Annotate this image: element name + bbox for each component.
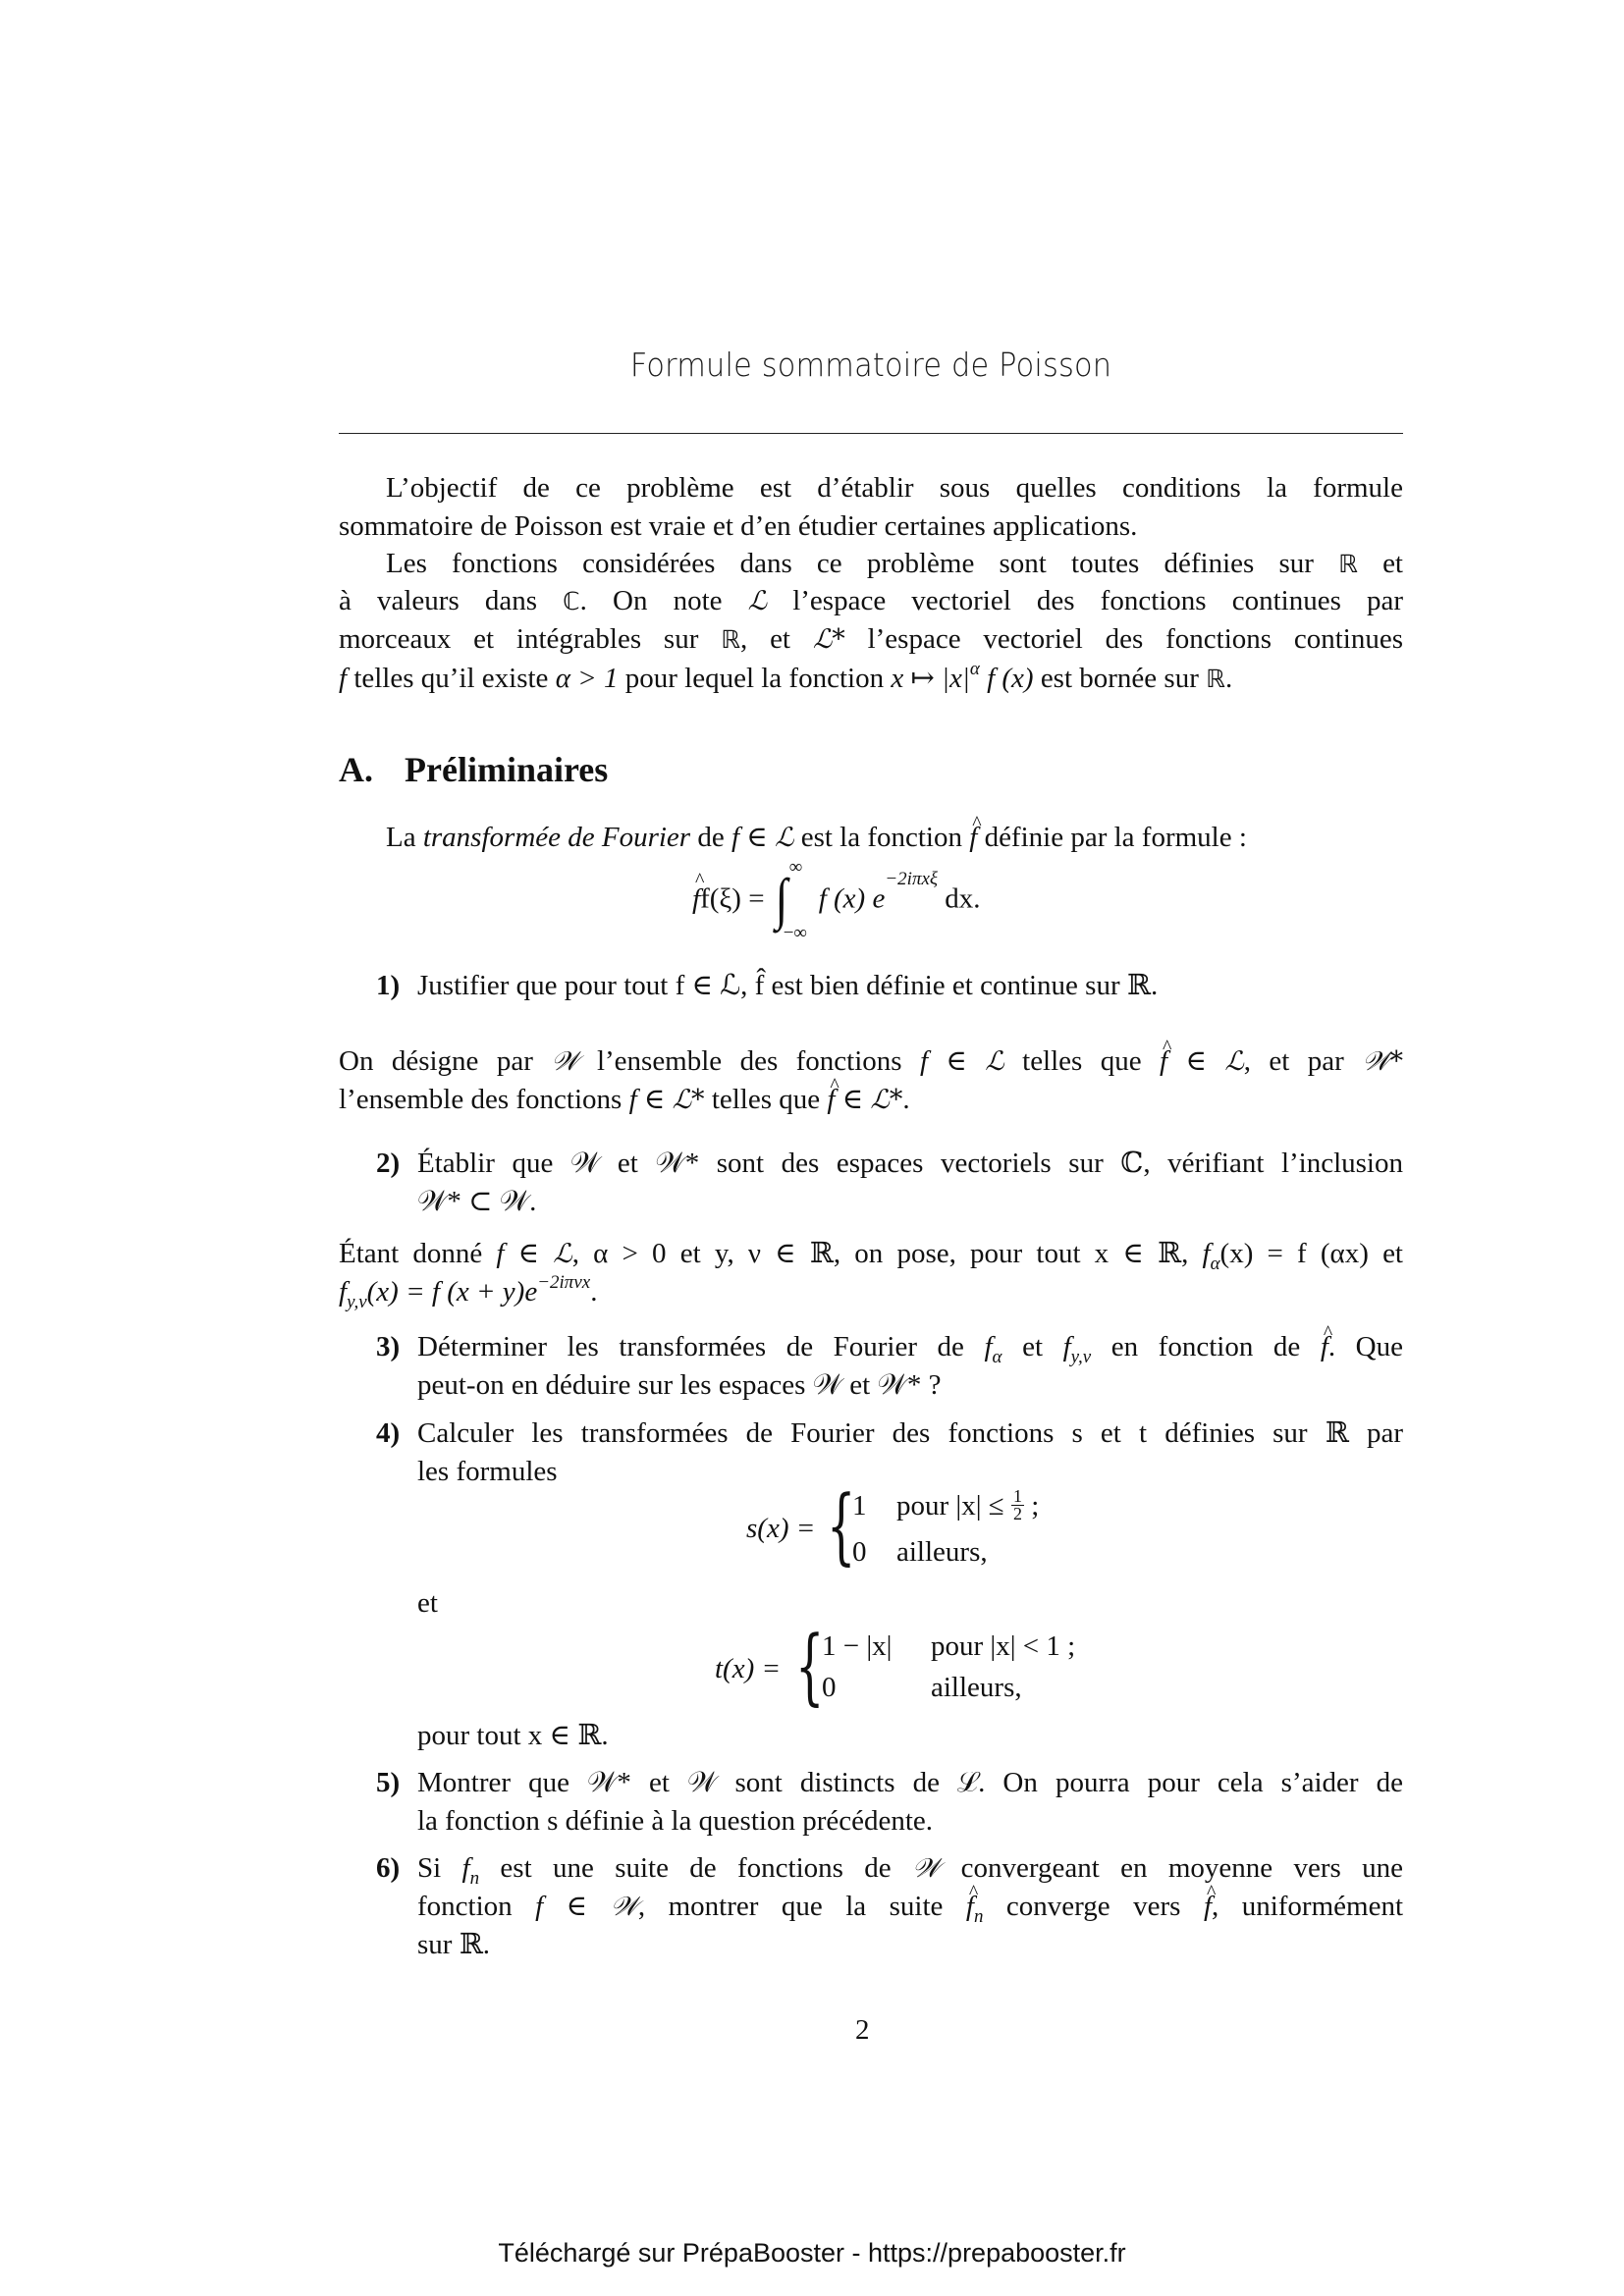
intro-line: L’objectif de ce problème est d’établir sous quelles conditions la formule: [386, 472, 1403, 504]
intro-line: sommatoire de Poisson est vraie et d’en étudier certaines applications.: [339, 510, 1138, 542]
question-line: fonction f ∈ 𝒲, montrer que la suite ^ $f_n$ converge vers ^ f, uniformément: [417, 1888, 1403, 1929]
body-line: l’ensemble des fonctions f ∈ ℒ* telles que ^ f ∈ ℒ*.: [339, 1081, 1403, 1119]
question-label: 6): [376, 1852, 401, 1884]
t-formula-row2-condition: ailleurs,: [931, 1672, 1022, 1703]
body-line: Étant donné f ∈ ℒ, α > 0 et y, ν ∈ ℝ, on pose, pour tout x ∈ ℝ, $f_\alpha(x) = f$ (αx) et: [339, 1238, 1403, 1274]
t-formula-row1-value: 1 − |x|: [822, 1630, 893, 1662]
question-label: 3): [376, 1331, 401, 1362]
title-rule: [339, 433, 1403, 434]
s-formula-row2-condition: ailleurs,: [896, 1536, 988, 1568]
question-line: Justifier que pour tout f ∈ ℒ, f̂ est bien définie et continue sur ℝ.: [417, 970, 1159, 1001]
question-line: peut-on en déduire sur les espaces 𝒲 et 𝒲* ?: [417, 1369, 942, 1401]
t-formula-row2-value: 0: [822, 1672, 837, 1703]
s-formula-lhs: s(x) =: [746, 1513, 816, 1544]
t-formula-row1-condition: pour |x| < 1 ;: [931, 1630, 1076, 1662]
intro-line: f telles qu’il existe α > 1 pour lequel la fonction x ↦ $|x|^\alpha$ f (x) est bornée sur ℝ.: [339, 659, 1233, 694]
definition-line: La transformée de Fourier de f ∈ ℒ est la fonction ^ f définie par la formule :: [339, 819, 1403, 857]
s-formula-row1-value: 1: [852, 1490, 867, 1522]
body-line: pour tout x ∈ ℝ.: [417, 1720, 609, 1751]
question-label: 2): [376, 1148, 401, 1179]
question-line: la fonction s définie à la question précédente.: [417, 1805, 934, 1837]
section-heading: A. Préliminaires: [339, 750, 609, 789]
s-formula-row1-condition: pour |x| ≤ $\frac{1}{2}$ ;: [896, 1485, 1040, 1523]
question-line: Calculer les transformées de Fourier des fonctions s et t définies sur ℝ par: [417, 1417, 1403, 1449]
question-line: Établir que 𝒲 et 𝒲* sont des espaces vectoriels sur ℂ, vérifiant l’inclusion: [417, 1148, 1403, 1179]
intro-line: morceaux et intégrables sur ℝ, et ℒ* l’espace vectoriel des fonctions continues: [339, 623, 1403, 655]
fourier-formula: ^ ff(ξ) = ∫ ∞ −∞ f (x) $e^{-2i\pi x\xi}$ dx.: [692, 864, 981, 934]
question-line: les formules: [417, 1456, 558, 1487]
question-line: Montrer que 𝒲* et 𝒲 sont distincts de ℒ. On pourra pour cela s’aider de: [417, 1767, 1403, 1798]
s-formula-brace: {: [827, 1477, 856, 1574]
question-label: 4): [376, 1417, 401, 1449]
page-title: Formule sommatoire de Poisson: [629, 346, 1112, 384]
question-label: 1): [376, 970, 401, 1001]
t-formula-brace: {: [795, 1618, 825, 1714]
question-line: 𝒲* ⊂ 𝒲.: [417, 1186, 537, 1217]
body-line: On désigne par 𝒲 l’ensemble des fonctions f ∈ ℒ telles que ^ f ∈ ℒ, et par 𝒲*: [339, 1042, 1403, 1081]
question-label: 5): [376, 1767, 401, 1798]
intro-line: à valeurs dans ℂ. On note ℒ l’espace vectoriel des fonctions continues par: [339, 585, 1404, 616]
download-footer: Téléchargé sur PrépaBooster - https://prepabooster.fr: [498, 2238, 1126, 2268]
page-number: 2: [855, 2014, 870, 2046]
body-line: $f_{y,\nu}(x) = f$ $(x + y)e^{-2i\pi\nu x}$.: [339, 1272, 598, 1312]
t-formula-lhs: t(x) =: [715, 1653, 782, 1684]
body-line: et: [417, 1587, 438, 1619]
s-formula-row2-value: 0: [852, 1536, 867, 1568]
intro-line: Les fonctions considérées dans ce problème sont toutes définies sur ℝ et: [386, 548, 1403, 579]
question-line: Déterminer les transformées de Fourier de $f_\alpha$ et $f_{y,\nu}$ en fonction de ^ f. Que: [417, 1328, 1403, 1369]
question-line: Si $f_n$ est une suite de fonctions de 𝒲 convergeant en moyenne vers une: [417, 1852, 1403, 1889]
question-line: sur ℝ.: [417, 1929, 491, 1960]
